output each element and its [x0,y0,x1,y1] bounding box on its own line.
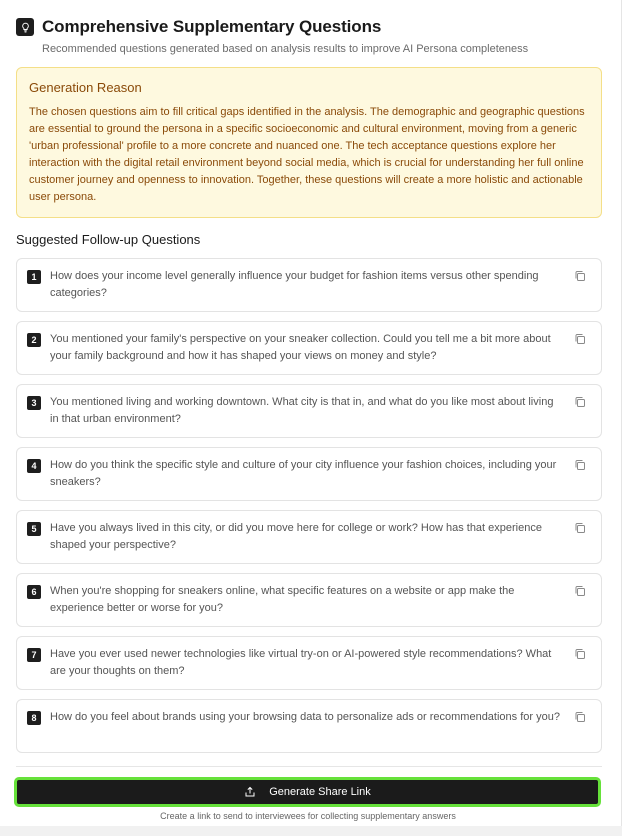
question-number: 4 [27,459,41,473]
question-number: 8 [27,711,41,725]
question-card [16,321,602,375]
question-card [16,573,602,627]
generation-reason-text: The chosen questions aim to fill critical gaps identified in the analysis. The demographic and geographic questions are essential to ground the persona in a specific socioeconomic and cultural environment, moving from a generic 'urban professional' profile to a more concrete and nuanced one. The tech acceptance questions explore her interaction with the digital retail environment beyond social media, which is crucial for understanding her full online customer journey and openness to innovation. Together, these questions will create a more holistic and actionable user persona. [29,106,585,203]
question-card [16,447,602,501]
copy-icon[interactable] [574,269,586,281]
footer-divider [16,766,602,767]
question-card [16,258,602,312]
copy-icon[interactable] [574,521,586,533]
generation-reason-title: Generation Reason [29,80,142,95]
question-text: You mentioned living and working downtown. What city is that in, and what do you like most about living in that urban environment? [50,396,554,425]
question-number: 5 [27,522,41,536]
question-text: You mentioned your family's perspective on your sneaker collection. Could you tell me a bit more about your family background and how it has shaped your views on money and style? [50,333,551,362]
question-text: How does your income level generally influence your budget for fashion items versus other spending categories? [50,270,539,299]
question-list [16,258,602,762]
copy-icon[interactable] [574,584,586,596]
panel-header [16,17,381,37]
question-text: When you're shopping for sneakers online, what specific features on a website or app make the experience better or worse for you? [50,585,515,614]
lightbulb-icon [16,18,34,36]
generate-share-link-button[interactable] [14,777,601,807]
question-card [16,384,602,438]
copy-icon[interactable] [574,395,586,407]
question-text: How do you feel about brands using your browsing data to personalize ads or recommendations for you? [50,711,560,723]
question-card [16,636,602,690]
question-number: 1 [27,270,41,284]
suggested-questions-title: Suggested Follow-up Questions [16,232,201,247]
question-card [16,699,602,753]
copy-icon[interactable] [574,710,586,722]
page-title: Comprehensive Supplementary Questions [42,17,382,36]
generation-reason-box [16,67,602,218]
share-icon [244,786,256,798]
share-button-label: Generate Share Link [269,786,371,798]
question-text: How do you think the specific style and culture of your city influence your fashion choices, including your sneakers? [50,459,557,488]
question-text: Have you ever used newer technologies like virtual try-on or AI-powered style recommendations? What are your thoughts on them? [50,648,552,677]
question-number: 3 [27,396,41,410]
question-card [16,510,602,564]
page-subtitle: Recommended questions generated based on analysis results to improve AI Persona completeness [42,43,529,55]
copy-icon[interactable] [574,332,586,344]
question-number: 2 [27,333,41,347]
copy-icon[interactable] [574,647,586,659]
question-number: 7 [27,648,41,662]
share-link-note: Create a link to send to interviewees for collecting supplementary answers [160,811,456,821]
copy-icon[interactable] [574,458,586,470]
bottom-strip [0,826,622,836]
question-text: Have you always lived in this city, or did you move here for college or work? How has that experience shaped your perspective? [50,522,542,551]
question-number: 6 [27,585,41,599]
